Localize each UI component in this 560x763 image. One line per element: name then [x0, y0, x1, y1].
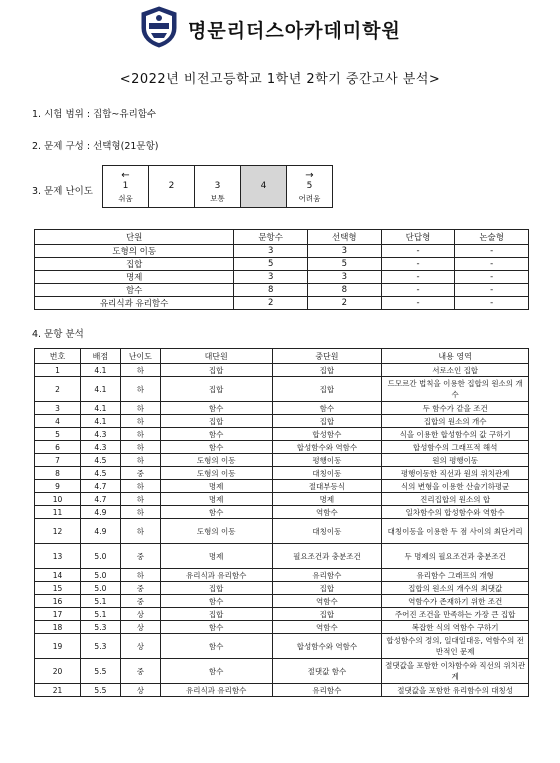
item-analysis-table: [34, 348, 529, 697]
table-cell: 유리함수: [272, 684, 382, 697]
table-cell: 하: [120, 364, 160, 377]
unit-summary-table: [34, 229, 529, 310]
arrow-slot: [195, 170, 240, 181]
composition-value: 선택형(21문항): [93, 141, 159, 152]
table-cell: 유리식과 유리함수: [160, 684, 272, 697]
difficulty-number: 1: [122, 180, 129, 191]
table-row: [35, 493, 529, 506]
table-cell: 집합: [160, 582, 272, 595]
table-cell: 합성함수와 역함수: [272, 634, 382, 659]
table-cell: -: [455, 271, 529, 284]
table-cell: 상: [120, 621, 160, 634]
scope-value: 집합~유리함수: [93, 109, 157, 120]
difficulty-number: 5: [306, 180, 313, 191]
unit-table-header: 선택형: [308, 230, 382, 245]
item-table-header: 난이도: [120, 349, 160, 364]
difficulty-caption: 쉬움: [118, 193, 133, 203]
table-cell: 명제: [160, 544, 272, 569]
table-cell: 함수: [35, 284, 234, 297]
table-cell: 유리함수: [272, 569, 382, 582]
table-cell: 집합: [272, 364, 382, 377]
table-cell: 5.5: [80, 684, 120, 697]
table-cell: 12: [35, 519, 81, 544]
table-cell: 중: [120, 467, 160, 480]
table-cell: 도형의 이동: [160, 519, 272, 544]
composition-label: 2. 문제 구성 :: [32, 141, 91, 152]
table-cell: 상: [120, 634, 160, 659]
table-cell: 5: [308, 258, 382, 271]
table-cell: 하: [120, 377, 160, 402]
table-cell: 하: [120, 493, 160, 506]
table-cell: 하: [120, 506, 160, 519]
table-cell: 중: [120, 544, 160, 569]
table-cell: 8: [234, 284, 308, 297]
table-cell: 합성함수의 그래프적 해석: [382, 441, 529, 454]
table-cell: 4.7: [80, 480, 120, 493]
table-cell: 13: [35, 544, 81, 569]
table-cell: 상: [120, 608, 160, 621]
table-cell: 함수: [160, 595, 272, 608]
table-cell: 집합: [35, 258, 234, 271]
table-row: [35, 621, 529, 634]
analysis-label: 4. 문항 분석: [32, 329, 84, 340]
difficulty-caption: 보통: [210, 193, 225, 203]
table-cell: -: [381, 284, 455, 297]
difficulty-level-2: [149, 166, 195, 208]
table-cell: 대칭이동을 이용한 두 점 사이의 최단거리: [382, 519, 529, 544]
table-cell: 대칭이동: [272, 467, 382, 480]
table-cell: 16: [35, 595, 81, 608]
table-cell: 7: [35, 454, 81, 467]
table-cell: 15: [35, 582, 81, 595]
table-cell: 하: [120, 415, 160, 428]
table-cell: 집합의 원소의 개수: [382, 415, 529, 428]
table-cell: 5.0: [80, 569, 120, 582]
table-row: [35, 467, 529, 480]
table-cell: 5: [234, 258, 308, 271]
table-cell: 2: [35, 377, 81, 402]
table-cell: 하: [120, 428, 160, 441]
table-cell: 20: [35, 659, 81, 684]
table-cell: 11: [35, 506, 81, 519]
table-cell: 3: [234, 245, 308, 258]
table-cell: 8: [35, 467, 81, 480]
table-cell: 합성함수와 역함수: [272, 441, 382, 454]
table-cell: 18: [35, 621, 81, 634]
table-cell: 19: [35, 634, 81, 659]
table-cell: 필요조건과 충분조건: [272, 544, 382, 569]
arrow-left-icon: ←: [121, 169, 130, 181]
table-cell: -: [455, 297, 529, 310]
table-cell: 도형의 이동: [160, 467, 272, 480]
table-cell: 함수: [160, 441, 272, 454]
table-cell: 5.3: [80, 621, 120, 634]
table-cell: 3: [35, 402, 81, 415]
table-row: [35, 519, 529, 544]
table-row: [35, 441, 529, 454]
difficulty-caption: [149, 193, 194, 204]
difficulty-caption: 어려움: [298, 193, 321, 203]
table-cell: 역함수: [272, 595, 382, 608]
table-cell: 중: [120, 659, 160, 684]
table-cell: 4.1: [80, 364, 120, 377]
difficulty-number: 3: [214, 180, 221, 191]
table-cell: 함수: [160, 402, 272, 415]
table-cell: 주어진 조건을 만족하는 가장 큰 집합: [382, 608, 529, 621]
difficulty-number: 2: [168, 180, 175, 191]
arrow-slot: [241, 170, 286, 181]
table-row: [35, 258, 529, 271]
table-cell: 진리집합의 원소의 합: [382, 493, 529, 506]
table-cell: 하: [120, 441, 160, 454]
table-cell: 3: [308, 271, 382, 284]
table-cell: 함수: [160, 621, 272, 634]
table-cell: 9: [35, 480, 81, 493]
table-row: [35, 377, 529, 402]
table-cell: 명제: [272, 493, 382, 506]
table-cell: 4.3: [80, 441, 120, 454]
table-cell: 4: [35, 415, 81, 428]
table-cell: 평행이동: [272, 454, 382, 467]
table-cell: 유리식과 유리함수: [160, 569, 272, 582]
unit-table-header: 단답형: [381, 230, 455, 245]
table-cell: 두 명제의 필요조건과 충분조건: [382, 544, 529, 569]
table-cell: 4.5: [80, 454, 120, 467]
header: [0, 6, 560, 56]
table-cell: 2: [308, 297, 382, 310]
table-cell: 5.1: [80, 595, 120, 608]
table-cell: 8: [308, 284, 382, 297]
arrow-right-icon: →: [305, 169, 314, 181]
table-cell: 집합: [160, 377, 272, 402]
table-cell: 하: [120, 402, 160, 415]
table-cell: 집합: [160, 364, 272, 377]
table-row: [35, 480, 529, 493]
table-row: [35, 402, 529, 415]
table-cell: 하: [120, 454, 160, 467]
table-row: [35, 634, 529, 659]
table-cell: 명제: [160, 493, 272, 506]
table-cell: 6: [35, 441, 81, 454]
table-cell: -: [455, 284, 529, 297]
table-cell: 4.5: [80, 467, 120, 480]
table-cell: 명제: [35, 271, 234, 284]
table-cell: 집합: [272, 582, 382, 595]
table-cell: 5.5: [80, 659, 120, 684]
table-cell: 집합: [160, 608, 272, 621]
table-cell: 절대부등식: [272, 480, 382, 493]
table-cell: 집합: [272, 608, 382, 621]
table-cell: 두 함수가 같을 조건: [382, 402, 529, 415]
table-cell: 5.0: [80, 544, 120, 569]
table-cell: 5.1: [80, 608, 120, 621]
table-cell: -: [455, 245, 529, 258]
academy-emblem-icon: [140, 6, 178, 48]
difficulty-caption: [241, 193, 286, 204]
table-cell: -: [381, 245, 455, 258]
table-cell: 도형의 이동: [35, 245, 234, 258]
unit-table-header: 단원: [35, 230, 234, 245]
item-table-header: 배점: [80, 349, 120, 364]
item-table-header: 내용 영역: [382, 349, 529, 364]
scope-label: 1. 시험 범위 :: [32, 109, 91, 120]
question-composition: [32, 138, 158, 152]
table-cell: 함수: [272, 402, 382, 415]
exam-scope: [32, 106, 156, 120]
table-cell: 절댓값을 포함한 유리함수의 대칭성: [382, 684, 529, 697]
table-cell: 중: [120, 582, 160, 595]
table-cell: 집합: [160, 415, 272, 428]
table-cell: 원의 평행이동: [382, 454, 529, 467]
difficulty-level-4: [241, 166, 287, 208]
table-row: [35, 428, 529, 441]
table-cell: 함수: [160, 428, 272, 441]
table-cell: 상: [120, 684, 160, 697]
table-cell: 21: [35, 684, 81, 697]
table-cell: 4.7: [80, 493, 120, 506]
table-cell: 명제: [160, 480, 272, 493]
table-cell: 식의 변형을 이용한 산술기하평균: [382, 480, 529, 493]
item-table-header: 번호: [35, 349, 81, 364]
table-cell: 5: [35, 428, 81, 441]
table-cell: 역함수: [272, 621, 382, 634]
table-row: [35, 684, 529, 697]
table-cell: 집합: [272, 377, 382, 402]
difficulty-level-5: [287, 166, 333, 208]
difficulty-label: 3. 문제 난이도: [32, 186, 93, 197]
table-cell: 서로소인 집합: [382, 364, 529, 377]
table-cell: 유리식과 유리함수: [35, 297, 234, 310]
table-row: [35, 297, 529, 310]
table-cell: 4.1: [80, 377, 120, 402]
table-cell: 절댓값을 포함한 이차함수와 직선의 위치관계: [382, 659, 529, 684]
table-cell: 1: [35, 364, 81, 377]
table-cell: 5.3: [80, 634, 120, 659]
table-cell: 일차함수의 합성함수와 역함수: [382, 506, 529, 519]
table-cell: 함수: [160, 506, 272, 519]
table-cell: 절댓값 함수: [272, 659, 382, 684]
table-cell: 4.1: [80, 415, 120, 428]
table-row: [35, 415, 529, 428]
table-row: [35, 245, 529, 258]
difficulty-level-3: [195, 166, 241, 208]
table-row: [35, 284, 529, 297]
table-row: [35, 582, 529, 595]
table-cell: 합성함수: [272, 428, 382, 441]
exam-title: <2022년 비전고등학교 1학년 2학기 중간고사 분석>: [119, 72, 441, 87]
arrow-slot: [149, 170, 194, 181]
table-cell: 도형의 이동: [160, 454, 272, 467]
table-cell: -: [455, 258, 529, 271]
table-cell: 4.1: [80, 402, 120, 415]
table-cell: 17: [35, 608, 81, 621]
table-cell: 합성함수의 정의, 일대일대응, 역함수의 전반적인 문제: [382, 634, 529, 659]
table-cell: 3: [234, 271, 308, 284]
table-cell: 집합의 원소의 개수의 최댓값: [382, 582, 529, 595]
table-row: [35, 506, 529, 519]
table-cell: 하: [120, 480, 160, 493]
table-cell: 2: [234, 297, 308, 310]
difficulty-level-1: [103, 166, 149, 208]
table-cell: 함수: [160, 634, 272, 659]
table-cell: 10: [35, 493, 81, 506]
academy-name: 명문리더스아카데미학원: [188, 20, 401, 42]
table-cell: -: [381, 297, 455, 310]
table-cell: 유리함수 그래프의 개형: [382, 569, 529, 582]
table-cell: -: [381, 271, 455, 284]
table-cell: 대칭이동: [272, 519, 382, 544]
table-cell: 하: [120, 569, 160, 582]
unit-table-header: 논술형: [455, 230, 529, 245]
table-cell: 14: [35, 569, 81, 582]
table-cell: 평행이동한 직선과 원의 위치관계: [382, 467, 529, 480]
item-table-header: 대단원: [160, 349, 272, 364]
table-row: [35, 608, 529, 621]
table-cell: 집합: [272, 415, 382, 428]
table-cell: 식을 이용한 합성함수의 값 구하기: [382, 428, 529, 441]
table-cell: 하: [120, 519, 160, 544]
table-cell: 드모르간 법칙을 이용한 집합의 원소의 개수: [382, 377, 529, 402]
table-row: [35, 271, 529, 284]
table-cell: -: [381, 258, 455, 271]
table-row: [35, 595, 529, 608]
table-row: [35, 544, 529, 569]
difficulty-number: 4: [260, 180, 267, 191]
table-cell: 복잡한 식의 역함수 구하기: [382, 621, 529, 634]
item-table-header: 중단원: [272, 349, 382, 364]
table-cell: 4.3: [80, 428, 120, 441]
table-row: [35, 569, 529, 582]
table-row: [35, 454, 529, 467]
table-cell: 5.0: [80, 582, 120, 595]
table-row: [35, 659, 529, 684]
difficulty-scale: [102, 165, 333, 208]
table-row: [35, 364, 529, 377]
table-cell: 4.9: [80, 519, 120, 544]
table-cell: 중: [120, 595, 160, 608]
table-cell: 3: [308, 245, 382, 258]
table-cell: 함수: [160, 659, 272, 684]
table-cell: 역함수: [272, 506, 382, 519]
table-cell: 역함수가 존재하기 위한 조건: [382, 595, 529, 608]
table-cell: 4.9: [80, 506, 120, 519]
unit-table-header: 문항수: [234, 230, 308, 245]
